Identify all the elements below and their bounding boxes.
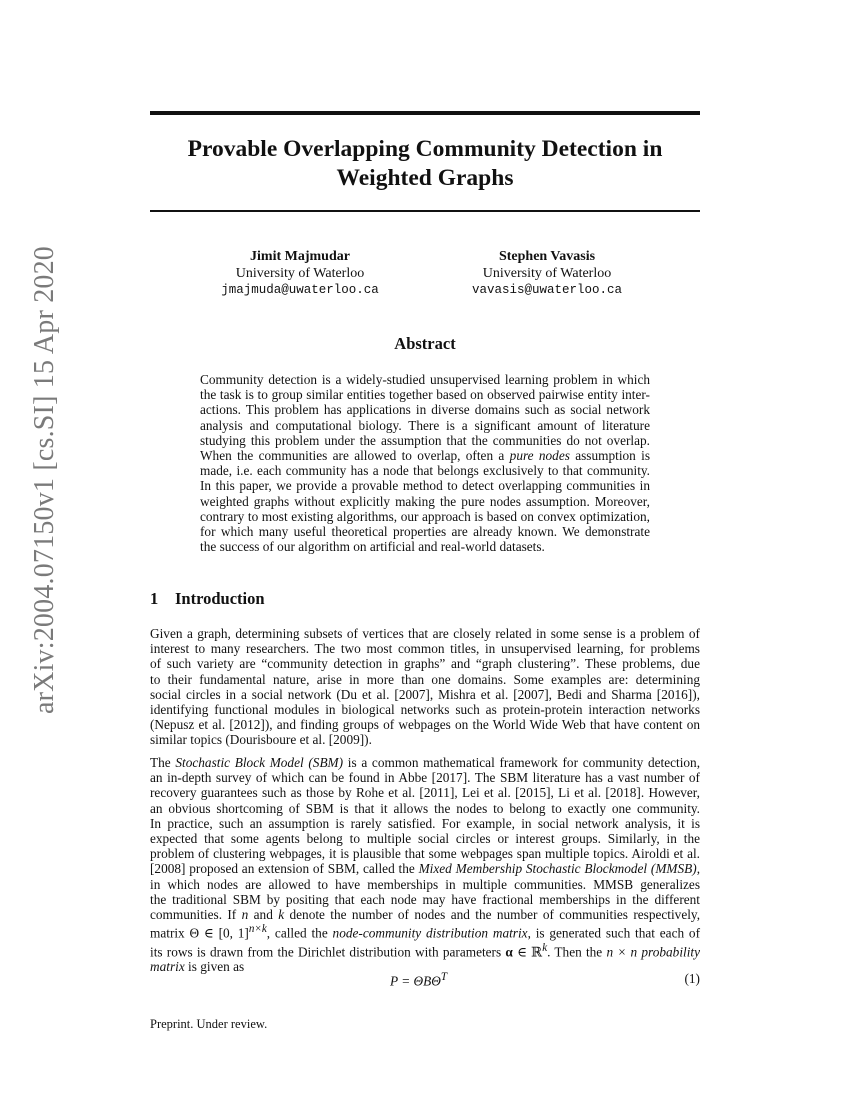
title-line-2: Weighted Graphs [336, 165, 514, 191]
title-rule-bottom [150, 210, 700, 212]
sbm-term: Stochastic Block Model (SBM) [175, 755, 344, 770]
intro-paragraph-1 [150, 626, 700, 748]
paragraph-line: matrix Θ ∈ [0, 1]$^{n\times k}$, called the node-community distribution matrix, is generated such that each of [150, 923, 701, 941]
abstract-line: the task is to group similar entities together based on observed pairwise entity inter- [200, 387, 650, 403]
abstract-line: Community detection is a widely-studied unsupervised learning problem in which [200, 372, 650, 387]
author-email: jmajmuda@uwaterloo.ca [221, 283, 379, 297]
author-name: Jimit Majmudar [250, 249, 350, 264]
paragraph-line: its rows is drawn from the Dirichlet distribution with parameters α ∈ ℝ$^k$. Then the n × n probability [150, 941, 700, 960]
abstract-line: studying this problem under the assumption that the communities do not overlap. [200, 432, 650, 448]
abstract-line: When the communities are allowed to overlap, often a pure nodes assumption is [200, 448, 650, 464]
paragraph-line: matrix is given as [150, 959, 245, 975]
paragraph-line: [2008] proposed an extension of SBM, called the Mixed Membership Stochastic Blockmodel (MMSB), [150, 861, 701, 877]
author-name: Stephen Vavasis [498, 249, 596, 264]
abstract-line: In this paper, we provide a provable method to detect overlapping communities in [200, 478, 650, 494]
section-title: Introduction [175, 589, 265, 608]
pure-nodes-term: pure nodes [509, 448, 570, 464]
author-email: vavasis@uwaterloo.ca [471, 283, 623, 297]
title-rule-top [150, 111, 700, 115]
paragraph-line: problem of clustering webpages, it is plausible that some webpages span multiple topics. Airoldi et al. [150, 846, 700, 862]
paragraph-line: in which nodes are allowed to have memberships in multiple communities. MMSB generalizes [150, 876, 700, 892]
paragraph-line: social circles in a social network (Du et al. [2007], Mishra et al. [2007], Bedi and Sharma [2016]), [150, 686, 700, 702]
paragraph-line: similar topics (Dourisboure et al. [2009]). [150, 732, 372, 748]
paragraph-line: an obvious shortcoming of SBM is that it allows the nodes to belong to exactly one community. [150, 800, 700, 816]
intro-paragraph-2 [150, 755, 700, 975]
paragraph-line: expected that some agents belong to multiple social circles or interest groups. Similarly, in the [150, 831, 700, 847]
arxiv-identifier: arXiv:2004.07150v1 [cs.SI] 15 Apr 2020 [29, 245, 60, 715]
abstract-body [200, 372, 650, 554]
section-number: 1 [150, 589, 159, 608]
abstract-heading: Abstract [394, 334, 456, 353]
paragraph-line: of such variety are “community detection in graphs” and “graph clustering”. These problems, due [150, 656, 700, 672]
abstract-line: analysis and computational biology. There is a significant amount of literature [200, 417, 650, 433]
author-affiliation: University of Waterloo [482, 265, 612, 281]
paragraph-line: to their fundamental nature, arise in more than one domains. Some examples are: determining [150, 671, 700, 687]
author-block-2 [417, 249, 677, 299]
paragraph-line: (Nepusz et al. [2012]), and finding groups of webpages on the World Wide Web that have content on [150, 717, 700, 733]
equation-number: (1) [684, 971, 700, 986]
title-line-1: Provable Overlapping Community Detection in [187, 136, 663, 162]
paragraph-line: recovery guarantees such as those by Rohe et al. [2011], Lei et al. [2015], Li et al. [2018]. However, [150, 785, 700, 801]
abstract-line: for which many useful theoretical properties are already known. We demonstrate [200, 524, 650, 540]
mmsb-term: Mixed Membership Stochastic Blockmodel (MMSB) [418, 861, 697, 877]
abstract-line: the success of our algorithm on artificial and real-world datasets. [200, 539, 545, 555]
paper-title [150, 135, 700, 193]
equation-body: $P = \Theta B\Theta^T$ [390, 971, 448, 989]
abstract-line: made, i.e. each community has a node that belongs exclusively to that community. [200, 463, 650, 479]
paragraph-line: the traditional SBM by positing that each node may have fractional memberships in the different [150, 891, 700, 907]
abstract-line: weighted graphs without explicitly making the pure nodes assumption. Moreover, [200, 493, 650, 509]
paragraph-line: communities. If n and k denote the number of nodes and the number of communities respectively, [150, 907, 701, 923]
abstract-line: contrary to most existing algorithms, our approach is based on convex optimization, [200, 508, 650, 524]
section-heading-introduction [150, 589, 265, 609]
distribution-matrix-term: node-community distribution matrix [332, 925, 528, 941]
paragraph-line: Given a graph, determining subsets of vertices that are closely related in some sense is a problem of [150, 626, 700, 641]
abstract-line: actions. This problem has applications in diverse domains such as social network [200, 402, 650, 418]
paragraph-line: The Stochastic Block Model (SBM) is a common mathematical framework for community detection, [150, 755, 701, 770]
paragraph-line: In practice, such an assumption is rarely satisfied. For example, in social network analysis, it is [150, 815, 700, 831]
paragraph-line: interest to many researchers. The two most common titles, in unsupervised learning, for problems [150, 641, 700, 657]
paragraph-line: an in-depth survey of which can be found in Abbe [2017]. The SBM literature has a vast number of [150, 770, 700, 786]
paragraph-line: identifying functional modules in biological networks such as protein-protein interaction networks [150, 702, 700, 718]
footer-note: Preprint. Under review. [150, 1017, 268, 1031]
author-affiliation: University of Waterloo [235, 265, 365, 281]
author-block-1 [170, 249, 430, 299]
